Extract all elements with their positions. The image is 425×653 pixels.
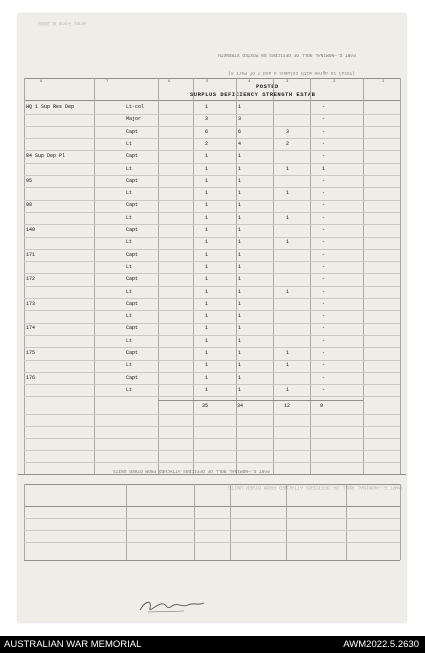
surplus-cell: - <box>322 276 326 283</box>
strength-cell: 1 <box>238 350 242 356</box>
strength-cell: 1 <box>238 300 242 307</box>
establishment-cell: 1 <box>205 276 209 283</box>
rank-cell: Capt <box>126 374 139 381</box>
rank-cell: Lt <box>126 190 133 197</box>
footer-institution: AUSTRALIAN WAR MEMORIAL <box>4 639 142 650</box>
row-rule <box>24 286 400 287</box>
total-strength: 34 <box>237 403 244 409</box>
rank-cell: Lt <box>126 288 133 295</box>
bleed-through-text: PART E.—NOMINAL ROLL OF OFFICERS ATTACHED FROM OTHER UNITS <box>228 484 403 490</box>
row-rule <box>24 237 400 238</box>
row-rule <box>24 212 400 213</box>
establishment-cell: 1 <box>205 104 209 110</box>
deficiency-cell: 1 <box>286 350 290 356</box>
col-number-5: 5 <box>206 80 209 84</box>
rank-cell: Capt <box>126 276 139 283</box>
establishment-cell: 3 <box>205 116 209 123</box>
establishment-cell: 1 <box>205 227 209 233</box>
establishment-cell: 1 <box>205 337 209 344</box>
rank-cell: Lt <box>126 386 133 393</box>
header-top-rule <box>24 78 400 79</box>
part-e-row-rule <box>24 518 400 519</box>
rank-cell: Lt-col <box>126 104 145 110</box>
footer-accession-number: AWM2022.5.2630 <box>343 639 419 650</box>
col-number-4: 4 <box>248 80 251 84</box>
establishment-cell: 1 <box>205 313 209 320</box>
surplus-cell: - <box>322 128 326 135</box>
row-rule <box>24 200 400 201</box>
unit-cell: 171 <box>26 251 36 258</box>
part-e-header-rule <box>24 506 400 507</box>
document-sheet <box>18 14 406 622</box>
surplus-cell: - <box>322 263 326 270</box>
surplus-cell: - <box>322 214 326 221</box>
strength-cell: 1 <box>238 374 242 381</box>
strength-cell: 4 <box>238 140 242 147</box>
stamp-heading-columns: SURPLUS DEFICIENCY STRENGTH ESTAB <box>190 91 316 98</box>
rank-cell: Capt <box>126 350 139 356</box>
establishment-cell: 1 <box>205 239 209 246</box>
surplus-cell: - <box>322 337 326 344</box>
row-rule <box>24 426 400 427</box>
establishment-cell: 1 <box>205 374 209 381</box>
strength-cell: 1 <box>238 190 242 197</box>
col-number-2: 2 <box>333 80 336 84</box>
establishment-cell: 1 <box>205 288 209 295</box>
row-rule <box>24 261 400 262</box>
col-number-3: 3 <box>286 80 289 84</box>
rank-cell: Capt <box>126 300 139 307</box>
strength-cell: 1 <box>238 288 242 295</box>
surplus-cell: - <box>322 300 326 307</box>
strength-cell: 1 <box>238 202 242 209</box>
row-rule <box>24 310 400 311</box>
strength-cell: 1 <box>238 325 242 332</box>
strength-cell: 1 <box>238 177 242 184</box>
column-rule <box>400 78 401 474</box>
part-e-column-rule <box>400 484 401 560</box>
row-rule <box>24 273 400 274</box>
surplus-cell: - <box>322 140 326 147</box>
handwritten-signature <box>138 596 208 616</box>
strength-cell: 1 <box>238 386 242 393</box>
strength-cell: 1 <box>238 227 242 233</box>
part-e-column-rule <box>126 484 127 560</box>
surplus-cell: - <box>322 288 326 295</box>
unit-cell: 98 <box>26 202 33 209</box>
row-rule <box>24 298 400 299</box>
deficiency-cell: 2 <box>286 140 290 147</box>
deficiency-cell: 1 <box>286 239 290 246</box>
strength-cell: 3 <box>238 116 242 123</box>
establishment-cell: 1 <box>205 325 209 332</box>
row-rule <box>24 126 400 127</box>
unit-cell: HQ 1 Sup Res Dep <box>26 104 75 110</box>
unit-cell: 174 <box>26 325 36 332</box>
col-number-6: 6 <box>168 80 171 84</box>
strength-cell: 1 <box>238 362 242 369</box>
row-rule <box>24 175 400 176</box>
establishment-cell: 1 <box>205 350 209 356</box>
rank-cell: Lt <box>126 165 133 172</box>
surplus-cell: - <box>322 350 326 356</box>
rank-cell: Lt <box>126 313 133 320</box>
rank-cell: Lt <box>126 337 133 344</box>
surplus-cell: - <box>322 202 326 209</box>
total-establishment: 35 <box>202 403 209 409</box>
unit-cell: 84 Sup Dep Pl <box>26 153 66 160</box>
part-e-column-rule <box>24 484 25 560</box>
establishment-cell: 1 <box>205 251 209 258</box>
unit-cell: 172 <box>26 276 36 283</box>
rank-cell: Lt <box>126 362 133 369</box>
surplus-cell: - <box>322 177 326 184</box>
establishment-cell: 1 <box>205 300 209 307</box>
strength-cell: 1 <box>238 337 242 344</box>
part-e-column-rule <box>346 484 347 560</box>
strength-cell: 1 <box>238 165 242 172</box>
strength-cell: 1 <box>238 251 242 258</box>
rank-cell: Capt <box>126 128 139 135</box>
strength-cell: 1 <box>238 276 242 283</box>
surplus-cell: - <box>322 116 326 123</box>
col-number-7: 7 <box>106 80 109 84</box>
part-d-title: PART D.—NOMINAL ROLL OF OFFICERS ON POSTED STRENGTH <box>218 52 356 57</box>
deficiency-cell: 1 <box>286 190 290 197</box>
surplus-cell: - <box>322 104 326 110</box>
row-rule <box>24 335 400 336</box>
rank-cell: Capt <box>126 251 139 258</box>
bleed-through-text: Army Form W.3008 <box>38 20 87 26</box>
total-surplus: 9 <box>320 403 324 409</box>
part-e-column-rule <box>230 484 231 560</box>
total-deficiency: 12 <box>284 403 291 409</box>
rank-cell: Capt <box>126 177 139 184</box>
row-rule <box>24 438 400 439</box>
row-rule <box>24 396 400 397</box>
deficiency-cell: 1 <box>286 214 290 221</box>
establishment-cell: 1 <box>205 214 209 221</box>
rank-cell: Capt <box>126 202 139 209</box>
establishment-cell: 6 <box>205 128 209 135</box>
establishment-cell: 1 <box>205 153 209 160</box>
strength-cell: 1 <box>238 153 242 160</box>
deficiency-cell: 1 <box>286 386 290 393</box>
unit-cell: 140 <box>26 227 36 233</box>
row-rule <box>24 163 400 164</box>
surplus-cell: 1 <box>322 165 326 172</box>
row-rule <box>24 150 400 151</box>
unit-cell: 95 <box>26 177 33 184</box>
row-rule <box>24 384 400 385</box>
strength-cell: 1 <box>238 263 242 270</box>
deficiency-cell: 1 <box>286 288 290 295</box>
part-e-title: PART E.—NOMINAL ROLL OF OFFICERS ATTACHED FROM OTHER UNITS <box>113 468 270 473</box>
surplus-cell: - <box>322 251 326 258</box>
part-e-bottom-rule <box>24 560 400 561</box>
strength-cell: 1 <box>238 239 242 246</box>
row-rule <box>24 138 400 139</box>
part-d-subtitle: (Total to agree with Columns 4 and 7 of Part A) <box>228 70 355 75</box>
footer-bar <box>0 636 425 653</box>
establishment-cell: 1 <box>205 362 209 369</box>
surplus-cell: - <box>322 153 326 160</box>
establishment-cell: 2 <box>205 140 209 147</box>
establishment-cell: 1 <box>205 202 209 209</box>
strength-cell: 1 <box>238 104 242 110</box>
row-rule <box>24 462 400 463</box>
unit-cell: 175 <box>26 350 36 356</box>
surplus-cell: - <box>322 362 326 369</box>
stamp-heading-posted: POSTED <box>256 83 279 90</box>
part-e-top-rule <box>18 474 406 475</box>
header-bottom-rule <box>24 100 400 101</box>
row-rule <box>24 224 400 225</box>
surplus-cell: - <box>322 313 326 320</box>
rank-cell: Lt <box>126 214 133 221</box>
part-e-row-rule <box>24 530 400 531</box>
row-rule <box>24 187 400 188</box>
rank-cell: Major <box>126 116 142 123</box>
part-e-column-rule <box>286 484 287 560</box>
strength-cell: 6 <box>238 128 242 135</box>
row-rule <box>24 347 400 348</box>
unit-cell: 173 <box>26 300 36 307</box>
row-rule <box>24 360 400 361</box>
deficiency-cell: 1 <box>286 362 290 369</box>
totals-rule <box>158 400 363 401</box>
establishment-cell: 1 <box>205 190 209 197</box>
strength-cell: 1 <box>238 214 242 221</box>
surplus-cell: - <box>322 227 326 233</box>
deficiency-cell: 1 <box>286 165 290 172</box>
surplus-cell: - <box>322 386 326 393</box>
row-rule <box>24 323 400 324</box>
establishment-cell: 1 <box>205 386 209 393</box>
part-e-header-rule <box>24 484 400 485</box>
strength-cell: 1 <box>238 313 242 320</box>
establishment-cell: 1 <box>205 263 209 270</box>
rank-cell: Lt <box>126 263 133 270</box>
part-e-row-rule <box>24 542 400 543</box>
part-e-column-rule <box>194 484 195 560</box>
rank-cell: Lt <box>126 239 133 246</box>
establishment-cell: 1 <box>205 177 209 184</box>
rank-cell: Lt <box>126 140 133 147</box>
deficiency-cell: 3 <box>286 128 290 135</box>
surplus-cell: - <box>322 374 326 381</box>
rank-cell: Capt <box>126 153 139 160</box>
row-rule <box>24 249 400 250</box>
rank-cell: Capt <box>126 227 139 233</box>
row-rule <box>24 372 400 373</box>
surplus-cell: - <box>322 239 326 246</box>
row-rule <box>24 414 400 415</box>
unit-cell: 176 <box>26 374 36 381</box>
row-rule <box>24 114 400 115</box>
surplus-cell: - <box>322 325 326 332</box>
rank-cell: Capt <box>126 325 139 332</box>
col-number-1: 1 <box>382 80 385 84</box>
row-rule <box>24 450 400 451</box>
surplus-cell: - <box>322 190 326 197</box>
establishment-cell: 1 <box>205 165 209 172</box>
col-number-8: 8 <box>40 80 43 84</box>
